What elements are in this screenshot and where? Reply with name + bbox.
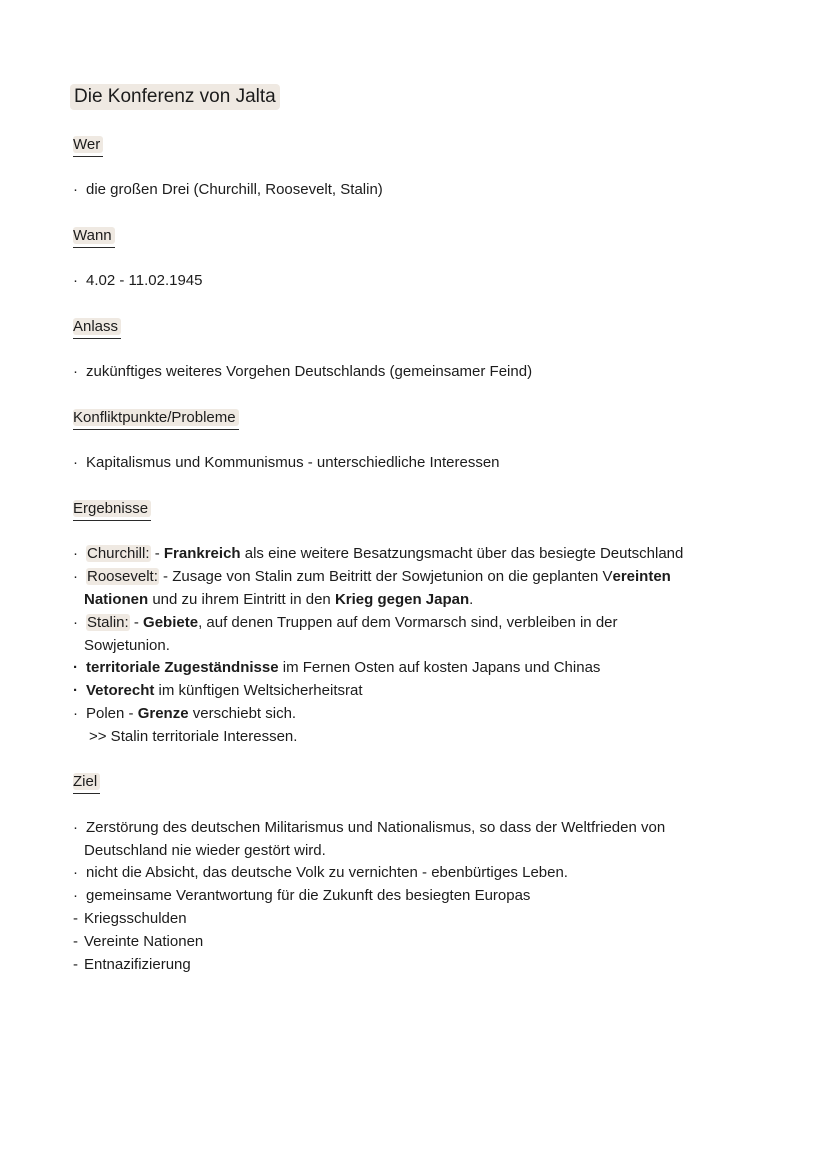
bullet: · bbox=[73, 659, 78, 676]
list-item-wann: · 4.02 - 11.02.1945 bbox=[73, 270, 202, 292]
bullet: · bbox=[73, 864, 78, 881]
name-highlight: Stalin: bbox=[87, 614, 129, 631]
list-item-stalin: · Stalin: - Gebiete, auf denen Truppen auf dem Vormarsch sind, verbleiben in der bbox=[73, 612, 618, 634]
bullet: · bbox=[73, 454, 78, 471]
heading-konfliktpunkte bbox=[73, 408, 239, 430]
heading-anlass-label: Anlass bbox=[73, 318, 121, 335]
dash-item-vereinte-nationen: - Vereinte Nationen bbox=[73, 931, 203, 953]
list-item-ziel-1: · Zerstörung des deutschen Militarismus und Nationalismus, so dass der Weltfrieden von bbox=[73, 817, 665, 839]
dash: - bbox=[73, 956, 78, 973]
bullet: · bbox=[73, 887, 78, 904]
dash-item-kriegsschulden: - Kriegsschulden bbox=[73, 908, 187, 930]
bullet: · bbox=[73, 682, 78, 699]
list-item-roosevelt: · Roosevelt: - Zusage von Stalin zum Beitritt der Sowjetunion on die geplanten Vereinten bbox=[73, 566, 671, 588]
heading-ergebnisse-label: Ergebnisse bbox=[73, 500, 151, 517]
bullet: · bbox=[73, 819, 78, 836]
bullet: · bbox=[73, 181, 78, 198]
bullet: · bbox=[73, 272, 78, 289]
dash-item-entnazifizierung: - Entnazifizierung bbox=[73, 954, 191, 976]
bullet: · bbox=[73, 614, 78, 631]
dash: - bbox=[73, 933, 78, 950]
name-highlight: Roosevelt: bbox=[87, 568, 158, 585]
list-item-anlass: · zukünftiges weiteres Vorgehen Deutschlands (gemeinsamer Feind) bbox=[73, 361, 532, 383]
heading-ergebnisse bbox=[73, 499, 151, 521]
heading-wann bbox=[73, 226, 115, 248]
list-item-territorial: · territoriale Zugeständnisse im Fernen Osten auf kosten Japans und Chinas bbox=[73, 657, 600, 679]
name-highlight: Churchill: bbox=[87, 545, 150, 562]
heading-konfliktpunkte-label: Konfliktpunkte/Probleme bbox=[73, 409, 239, 426]
list-item-wer: · die großen Drei (Churchill, Roosevelt, Stalin) bbox=[73, 179, 383, 201]
heading-ziel bbox=[73, 772, 100, 794]
list-item-konflikt: · Kapitalismus und Kommunismus - unterschiedliche Interessen bbox=[73, 452, 500, 474]
list-item-ziel-3: · gemeinsame Verantwortung für die Zukunft des besiegten Europas bbox=[73, 885, 530, 907]
list-item-polen-sub: >> Stalin territoriale Interessen. bbox=[89, 728, 298, 745]
list-item-churchill: · Churchill: - Frankreich als eine weitere Besatzungsmacht über das besiegte Deutschland bbox=[73, 543, 683, 565]
bullet: · bbox=[73, 363, 78, 380]
bullet: · bbox=[73, 568, 78, 585]
heading-wer bbox=[73, 135, 103, 157]
list-item-stalin-cont: Sowjetunion. bbox=[84, 637, 170, 654]
heading-wer-label: Wer bbox=[73, 136, 103, 153]
bullet: · bbox=[73, 705, 78, 722]
heading-ziel-label: Ziel bbox=[73, 773, 100, 790]
list-item-ziel-2: · nicht die Absicht, das deutsche Volk zu vernichten - ebenbürtiges Leben. bbox=[73, 862, 568, 884]
list-item-roosevelt-cont: Nationen und zu ihrem Eintritt in den Krieg gegen Japan. bbox=[84, 591, 474, 608]
list-item-polen: · Polen - Grenze verschiebt sich. bbox=[73, 703, 296, 725]
list-item-veto: · Vetorecht im künftigen Weltsicherheitsrat bbox=[73, 680, 363, 702]
dash: - bbox=[73, 910, 78, 927]
heading-anlass bbox=[73, 317, 121, 339]
bullet: · bbox=[73, 545, 78, 562]
heading-wann-label: Wann bbox=[73, 227, 115, 244]
list-item-ziel-1-cont: Deutschland nie wieder gestört wird. bbox=[84, 842, 326, 859]
page-title: Die Konferenz von Jalta bbox=[70, 84, 280, 110]
